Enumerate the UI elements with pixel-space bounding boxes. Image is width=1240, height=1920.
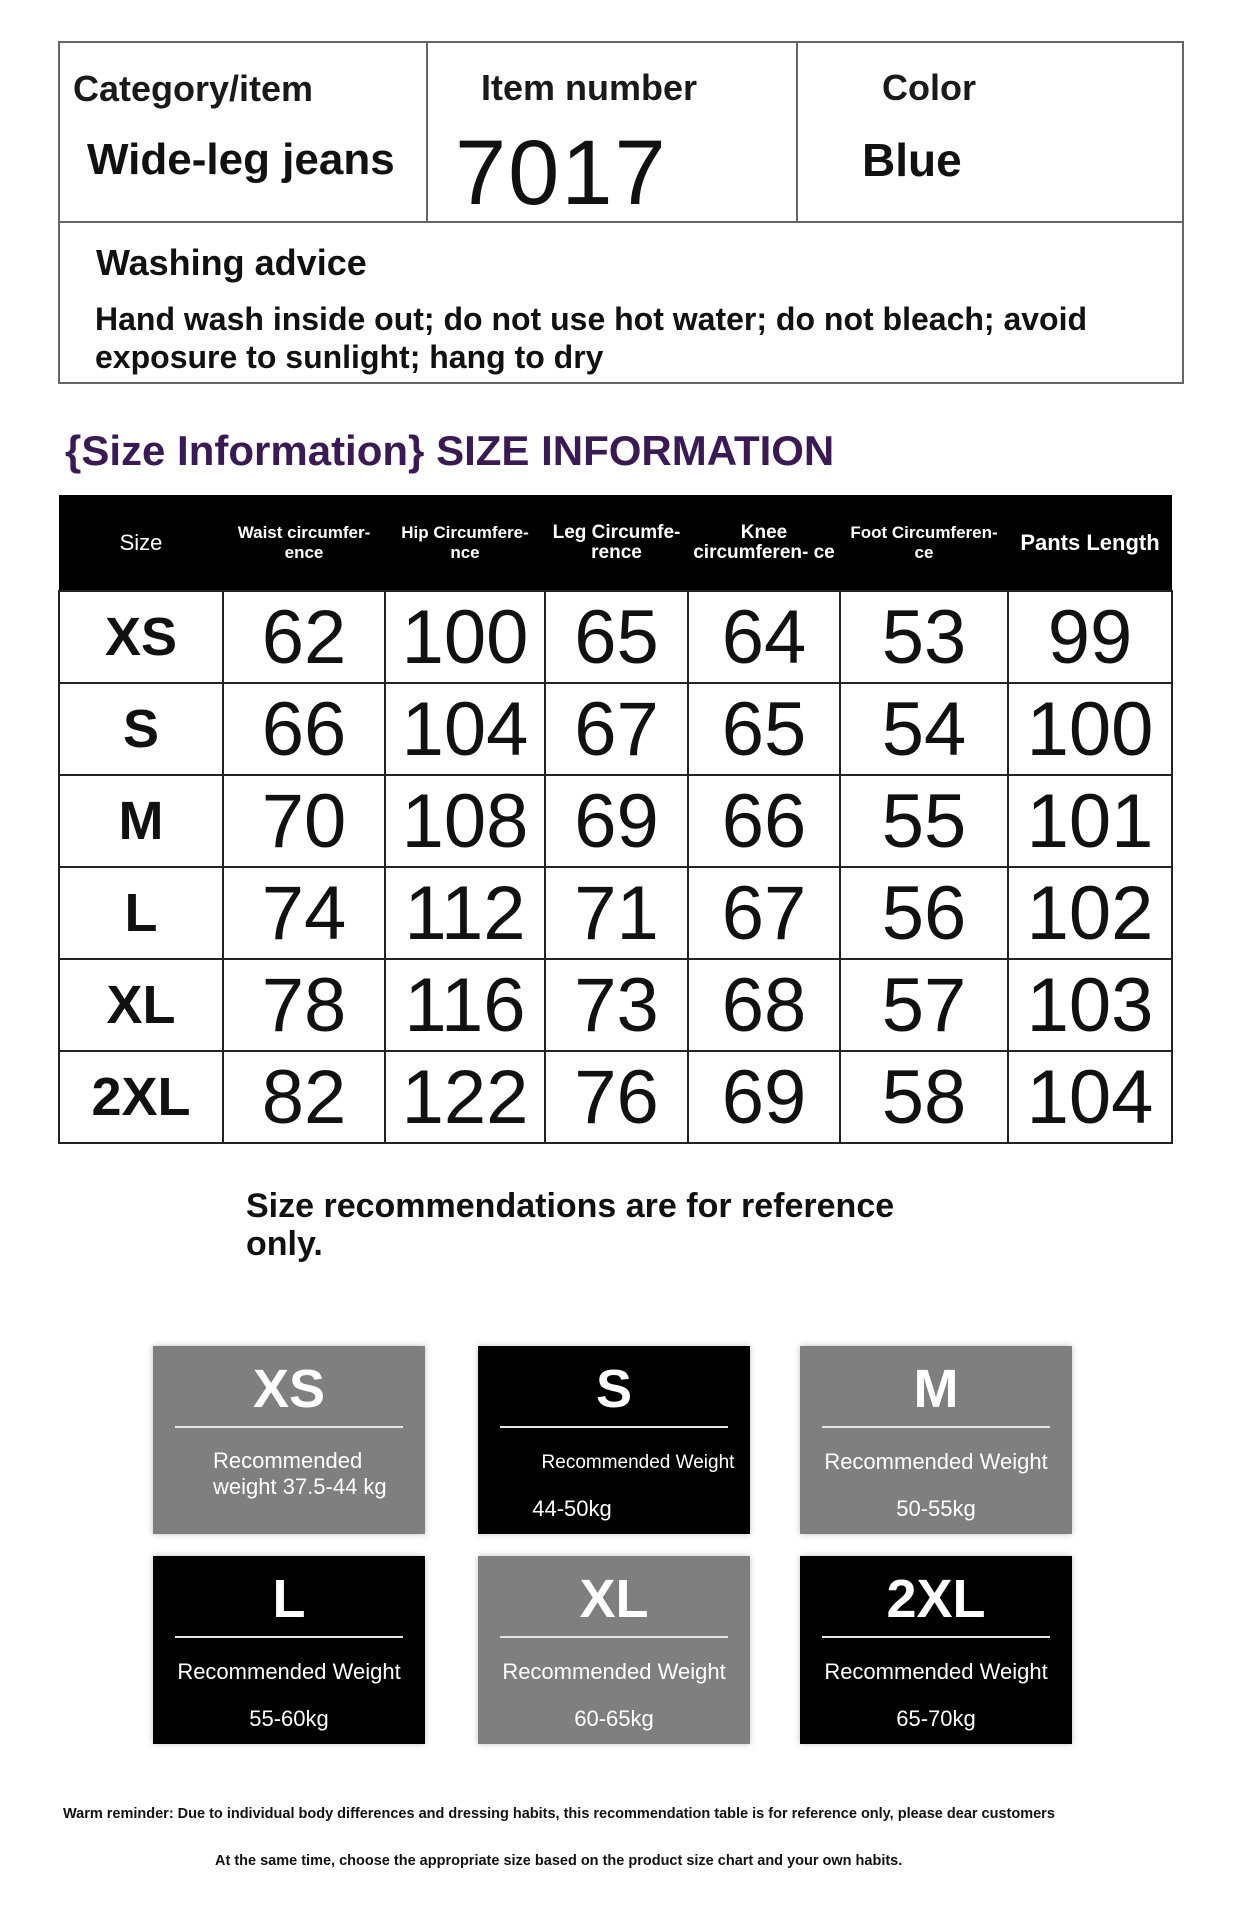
size-cell: S xyxy=(59,683,223,775)
heading-bracketed: {Size Information} xyxy=(65,427,425,474)
product-info-box xyxy=(58,41,1184,384)
card-divider xyxy=(822,1426,1050,1428)
table-row xyxy=(59,867,1172,959)
hip-cell: 108 xyxy=(385,775,545,867)
foot-cell: 55 xyxy=(840,775,1008,867)
foot-cell: 54 xyxy=(840,683,1008,775)
knee-cell: 67 xyxy=(688,867,840,959)
table-row xyxy=(59,775,1172,867)
card-m xyxy=(800,1346,1072,1534)
foot-cell: 57 xyxy=(840,959,1008,1051)
card-weight-text: Recommended Weight xyxy=(824,1449,1048,1474)
header-foot: Foot Circumferen- ce xyxy=(840,495,1008,591)
card-size-label: M xyxy=(913,1359,959,1419)
heading-caps: SIZE INFORMATION xyxy=(436,427,835,474)
size-cell: L xyxy=(59,867,223,959)
length-cell: 103 xyxy=(1008,959,1172,1051)
table-row xyxy=(59,683,1172,775)
waist-cell: 66 xyxy=(223,683,385,775)
hip-cell: 116 xyxy=(385,959,545,1051)
size-cell: XS xyxy=(59,591,223,683)
item-number-value: 7017 xyxy=(455,122,668,224)
category-cell xyxy=(60,43,428,221)
foot-cell: 58 xyxy=(840,1051,1008,1143)
card-size-label: L xyxy=(272,1569,306,1629)
card-divider xyxy=(822,1636,1050,1638)
item-number-cell xyxy=(428,43,798,224)
header-pants-length: Pants Length xyxy=(1008,495,1172,591)
leg-cell: 73 xyxy=(545,959,688,1051)
length-cell: 102 xyxy=(1008,867,1172,959)
knee-cell: 68 xyxy=(688,959,840,1051)
size-cell: 2XL xyxy=(59,1051,223,1143)
length-cell: 100 xyxy=(1008,683,1172,775)
knee-cell: 69 xyxy=(688,1051,840,1143)
leg-cell: 76 xyxy=(545,1051,688,1143)
card-s xyxy=(478,1346,750,1534)
size-information-heading xyxy=(65,427,834,475)
color-label: Color xyxy=(882,67,976,108)
color-value: Blue xyxy=(862,134,962,186)
size-cell: XL xyxy=(59,959,223,1051)
item-number-label: Item number xyxy=(481,67,698,108)
length-cell: 99 xyxy=(1008,591,1172,683)
card-divider xyxy=(500,1636,728,1638)
card-divider xyxy=(175,1636,403,1638)
reference-note: Size recommendations are for reference only. xyxy=(246,1187,895,1263)
washing-advice-text: Hand wash inside out; do not use hot water; do not bleach; avoid exposure to sunlight; hang to dry xyxy=(95,301,1088,375)
warm-reminder-line-1: Warm reminder: Due to individual body differences and dressing habits, this recommendation table is for reference only, please dear customers xyxy=(63,1806,1055,1822)
card-xs xyxy=(153,1346,425,1534)
card-divider xyxy=(175,1426,403,1428)
card-weight-range: 50-55kg xyxy=(896,1496,976,1521)
waist-cell: 74 xyxy=(223,867,385,959)
hip-cell: 104 xyxy=(385,683,545,775)
size-cell: M xyxy=(59,775,223,867)
hip-cell: 122 xyxy=(385,1051,545,1143)
card-weight-text: Recommended Weight xyxy=(824,1659,1048,1684)
foot-cell: 53 xyxy=(840,591,1008,683)
card-xl xyxy=(478,1556,750,1744)
card-size-label: XL xyxy=(579,1569,649,1629)
card-weight-range: 44-50kg xyxy=(532,1496,612,1521)
card-size-label: S xyxy=(595,1359,633,1419)
waist-cell: 62 xyxy=(223,591,385,683)
leg-cell: 67 xyxy=(545,683,688,775)
card-weight-text: Recommended Weight xyxy=(502,1659,726,1684)
card-l xyxy=(153,1556,425,1744)
waist-cell: 78 xyxy=(223,959,385,1051)
table-row xyxy=(59,959,1172,1051)
leg-cell: 71 xyxy=(545,867,688,959)
hip-cell: 100 xyxy=(385,591,545,683)
card-weight-range: 55-60kg xyxy=(249,1706,329,1731)
table-row xyxy=(59,1051,1172,1143)
card-divider xyxy=(500,1426,728,1428)
header-knee: Knee circumferen- ce xyxy=(688,495,840,591)
knee-cell: 66 xyxy=(688,775,840,867)
length-cell: 101 xyxy=(1008,775,1172,867)
info-top-row xyxy=(60,43,1182,223)
color-cell xyxy=(798,43,1184,221)
length-cell: 104 xyxy=(1008,1051,1172,1143)
table-header-row xyxy=(59,495,1172,591)
header-hip: Hip Circumfere- nce xyxy=(385,495,545,591)
card-weight-range: 65-70kg xyxy=(896,1706,976,1731)
waist-cell: 82 xyxy=(223,1051,385,1143)
size-chart-table xyxy=(58,495,1173,1144)
knee-cell: 64 xyxy=(688,591,840,683)
leg-cell: 69 xyxy=(545,775,688,867)
header-size: Size xyxy=(59,495,223,591)
header-waist: Waist circumfer- ence xyxy=(223,495,385,591)
waist-cell: 70 xyxy=(223,775,385,867)
table-row xyxy=(59,591,1172,683)
card-weight-text: Recommended Weight xyxy=(177,1659,401,1684)
warm-reminder-line-2: At the same time, choose the appropriate size based on the product size chart and your own habits. xyxy=(215,1853,903,1869)
header-leg: Leg Circumfe- rence xyxy=(545,495,688,591)
card-weight-text: Recommended weight 37.5-44 kg xyxy=(213,1448,387,1499)
category-label: Category/item xyxy=(73,68,314,109)
card-2xl xyxy=(800,1556,1072,1744)
knee-cell: 65 xyxy=(688,683,840,775)
card-size-label: 2XL xyxy=(886,1569,986,1629)
foot-cell: 56 xyxy=(840,867,1008,959)
leg-cell: 65 xyxy=(545,591,688,683)
card-weight-range: 60-65kg xyxy=(574,1706,654,1731)
washing-advice-title: Washing advice xyxy=(96,242,367,283)
card-size-label: XS xyxy=(252,1359,326,1419)
card-weight-text: Recommended Weight xyxy=(541,1452,735,1473)
category-value: Wide-leg jeans xyxy=(87,135,395,184)
hip-cell: 112 xyxy=(385,867,545,959)
